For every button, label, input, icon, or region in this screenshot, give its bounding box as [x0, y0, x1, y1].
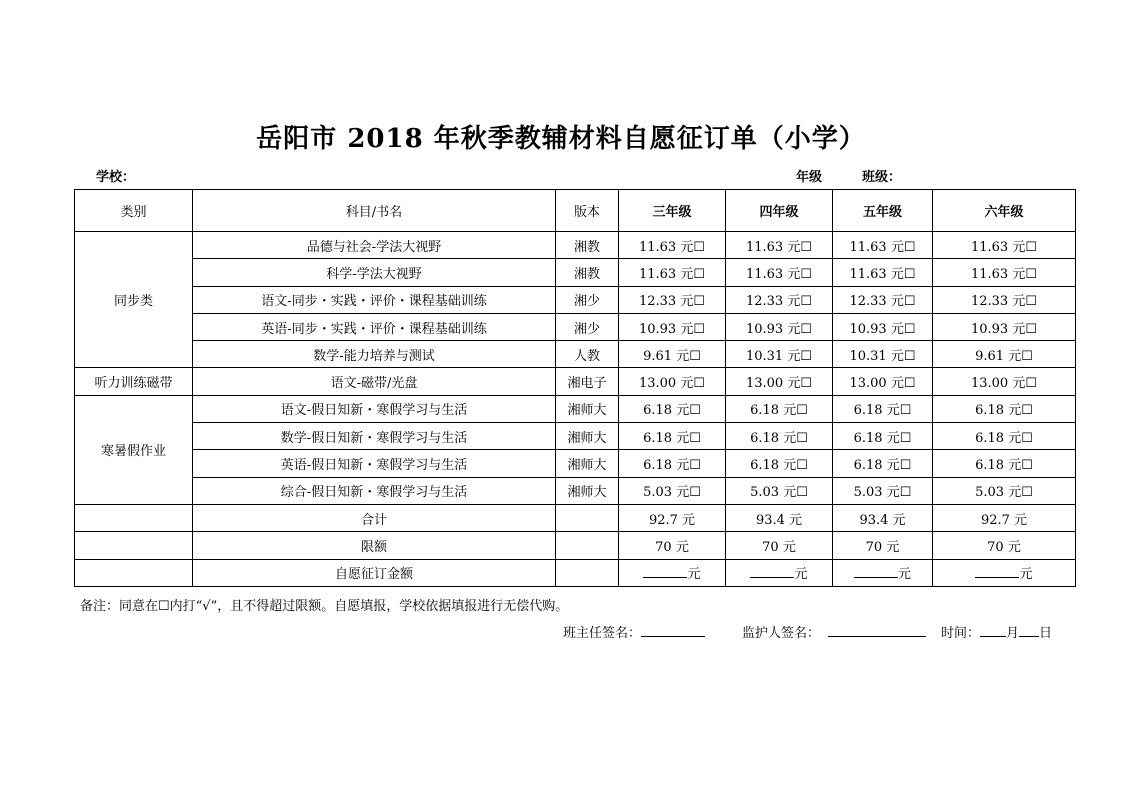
table-row [75, 232, 1076, 259]
header-edition: 版本 [556, 190, 619, 232]
price-checkbox-cell[interactable]: 11.63 元☐ [619, 259, 726, 286]
amount-unit: 元 [687, 567, 701, 583]
price-checkbox-cell[interactable]: 11.63 元☐ [833, 259, 933, 286]
book-title: 数学-能力培养与测试 [193, 341, 556, 368]
sign-time [941, 622, 1052, 641]
day-label: 日 [1039, 626, 1053, 641]
amount-cell [726, 559, 833, 586]
price-checkbox-cell[interactable]: 6.18 元☐ [726, 395, 833, 422]
edition-cell: 湘教 [556, 232, 619, 259]
price-checkbox-cell[interactable]: 13.00 元☐ [619, 368, 726, 395]
book-title: 数学-假日知新・寒假学习与生活 [193, 423, 556, 450]
total-value: 92.7 元 [933, 504, 1076, 531]
price-checkbox-cell[interactable]: 13.00 元☐ [933, 368, 1076, 395]
price-checkbox-cell[interactable]: 6.18 元☐ [933, 423, 1076, 450]
table-row [75, 341, 1076, 368]
class-label: 班级： [862, 170, 902, 185]
total-value: 93.4 元 [833, 504, 933, 531]
header-title: 科目/书名 [193, 190, 556, 232]
table-row [75, 450, 1076, 477]
price-checkbox-cell[interactable]: 12.33 元☐ [833, 286, 933, 313]
edition-cell: 湘师大 [556, 395, 619, 422]
amount-row [75, 559, 1076, 586]
price-checkbox-cell[interactable]: 5.03 元☐ [726, 477, 833, 504]
page-title: 岳阳市 2018 年秋季教辅材料自愿征订单（小学） [256, 124, 866, 154]
table-row [75, 395, 1076, 422]
book-title: 品德与社会-学法大视野 [193, 232, 556, 259]
price-checkbox-cell[interactable]: 10.93 元☐ [619, 313, 726, 340]
limit-value: 70 元 [726, 532, 833, 559]
edition-cell: 人教 [556, 341, 619, 368]
edition-cell: 湘师大 [556, 423, 619, 450]
price-checkbox-cell[interactable]: 5.03 元☐ [619, 477, 726, 504]
edition-cell: 湘教 [556, 259, 619, 286]
amount-input-line[interactable] [750, 565, 794, 578]
amount-cell [619, 559, 726, 586]
category-cell: 同步类 [75, 232, 193, 368]
book-title: 英语-同步・实践・评价・课程基础训练 [193, 313, 556, 340]
price-checkbox-cell[interactable]: 12.33 元☐ [726, 286, 833, 313]
price-checkbox-cell[interactable]: 5.03 元☐ [933, 477, 1076, 504]
price-checkbox-cell[interactable]: 6.18 元☐ [933, 395, 1076, 422]
header-grade-4: 四年级 [726, 190, 833, 232]
price-checkbox-cell[interactable]: 11.63 元☐ [933, 232, 1076, 259]
price-checkbox-cell[interactable]: 10.93 元☐ [726, 313, 833, 340]
time-label: 时间： [941, 626, 981, 641]
price-checkbox-cell[interactable]: 11.63 元☐ [726, 259, 833, 286]
price-checkbox-cell[interactable]: 6.18 元☐ [933, 450, 1076, 477]
table-row [75, 477, 1076, 504]
day-input-line[interactable] [1019, 623, 1039, 637]
price-checkbox-cell[interactable]: 11.63 元☐ [726, 232, 833, 259]
header-category: 类别 [75, 190, 193, 232]
price-checkbox-cell[interactable]: 10.31 元☐ [726, 341, 833, 368]
book-title: 英语-假日知新・寒假学习与生活 [193, 450, 556, 477]
edition-cell: 湘师大 [556, 450, 619, 477]
price-checkbox-cell[interactable]: 10.93 元☐ [833, 313, 933, 340]
edition-cell: 湘师大 [556, 477, 619, 504]
remark-note: 备注：同意在☐内打“√”，且不得超过限额。自愿填报，学校依据填报进行无偿代购。 [80, 599, 569, 614]
amount-edition-blank [556, 559, 619, 586]
price-checkbox-cell[interactable]: 6.18 元☐ [726, 423, 833, 450]
limit-value: 70 元 [933, 532, 1076, 559]
price-checkbox-cell[interactable]: 5.03 元☐ [833, 477, 933, 504]
amount-blank [75, 559, 193, 586]
amount-unit: 元 [794, 567, 808, 583]
book-title: 综合-假日知新・寒假学习与生活 [193, 477, 556, 504]
price-checkbox-cell[interactable]: 9.61 元☐ [619, 341, 726, 368]
table-row [75, 286, 1076, 313]
header-grade-5: 五年级 [833, 190, 933, 232]
price-checkbox-cell[interactable]: 6.18 元☐ [833, 395, 933, 422]
amount-unit: 元 [897, 567, 911, 583]
guardian-signature-line[interactable] [828, 623, 926, 637]
limit-value: 70 元 [833, 532, 933, 559]
price-checkbox-cell[interactable]: 10.93 元☐ [933, 313, 1076, 340]
edition-cell: 湘少 [556, 313, 619, 340]
guardian-signature-label: 监护人签名： [742, 626, 821, 641]
amount-input-line[interactable] [643, 565, 687, 578]
price-checkbox-cell[interactable]: 6.18 元☐ [619, 450, 726, 477]
header-row [75, 190, 1076, 232]
table-row [75, 368, 1076, 395]
amount-input-line[interactable] [854, 565, 898, 578]
price-checkbox-cell[interactable]: 9.61 元☐ [933, 341, 1076, 368]
price-checkbox-cell[interactable]: 11.63 元☐ [933, 259, 1076, 286]
total-row [75, 504, 1076, 531]
price-checkbox-cell[interactable]: 6.18 元☐ [619, 395, 726, 422]
amount-cell [933, 559, 1076, 586]
guardian-signature [742, 622, 926, 641]
header-grade-6: 六年级 [933, 190, 1076, 232]
amount-unit: 元 [1019, 567, 1033, 583]
price-checkbox-cell[interactable]: 13.00 元☐ [833, 368, 933, 395]
total-value: 93.4 元 [726, 504, 833, 531]
order-table [74, 189, 1076, 587]
price-checkbox-cell[interactable]: 12.33 元☐ [619, 286, 726, 313]
price-checkbox-cell[interactable]: 6.18 元☐ [726, 450, 833, 477]
book-title: 语文-磁带/光盘 [193, 368, 556, 395]
amount-input-line[interactable] [975, 565, 1019, 578]
total-edition-blank [556, 504, 619, 531]
limit-value: 70 元 [619, 532, 726, 559]
teacher-signature-label: 班主任签名： [563, 626, 642, 641]
month-input-line[interactable] [980, 623, 1006, 637]
amount-cell [833, 559, 933, 586]
price-checkbox-cell[interactable]: 11.63 元☐ [833, 232, 933, 259]
price-checkbox-cell[interactable]: 6.18 元☐ [619, 423, 726, 450]
total-value: 92.7 元 [619, 504, 726, 531]
book-title: 科学-学法大视野 [193, 259, 556, 286]
limit-row [75, 532, 1076, 559]
amount-label: 自愿征订金额 [193, 559, 556, 586]
school-label: 学校： [96, 170, 136, 185]
category-cell: 寒暑假作业 [75, 395, 193, 504]
table-row [75, 259, 1076, 286]
price-checkbox-cell[interactable]: 13.00 元☐ [726, 368, 833, 395]
teacher-signature [563, 622, 705, 641]
category-cell: 听力训练磁带 [75, 368, 193, 395]
table-row [75, 423, 1076, 450]
limit-label: 限额 [193, 532, 556, 559]
price-checkbox-cell[interactable]: 12.33 元☐ [933, 286, 1076, 313]
total-label: 合计 [193, 504, 556, 531]
teacher-signature-line[interactable] [641, 623, 705, 637]
book-title: 语文-假日知新・寒假学习与生活 [193, 395, 556, 422]
table-row [75, 313, 1076, 340]
edition-cell: 湘电子 [556, 368, 619, 395]
total-blank [75, 504, 193, 531]
price-checkbox-cell[interactable]: 11.63 元☐ [619, 232, 726, 259]
grade-label: 年级 [796, 170, 823, 185]
book-title: 语文-同步・实践・评价・课程基础训练 [193, 286, 556, 313]
price-checkbox-cell[interactable]: 6.18 元☐ [833, 423, 933, 450]
limit-blank [75, 532, 193, 559]
month-label: 月 [1006, 626, 1020, 641]
limit-edition-blank [556, 532, 619, 559]
header-grade-3: 三年级 [619, 190, 726, 232]
price-checkbox-cell[interactable]: 10.31 元☐ [833, 341, 933, 368]
edition-cell: 湘少 [556, 286, 619, 313]
price-checkbox-cell[interactable]: 6.18 元☐ [833, 450, 933, 477]
